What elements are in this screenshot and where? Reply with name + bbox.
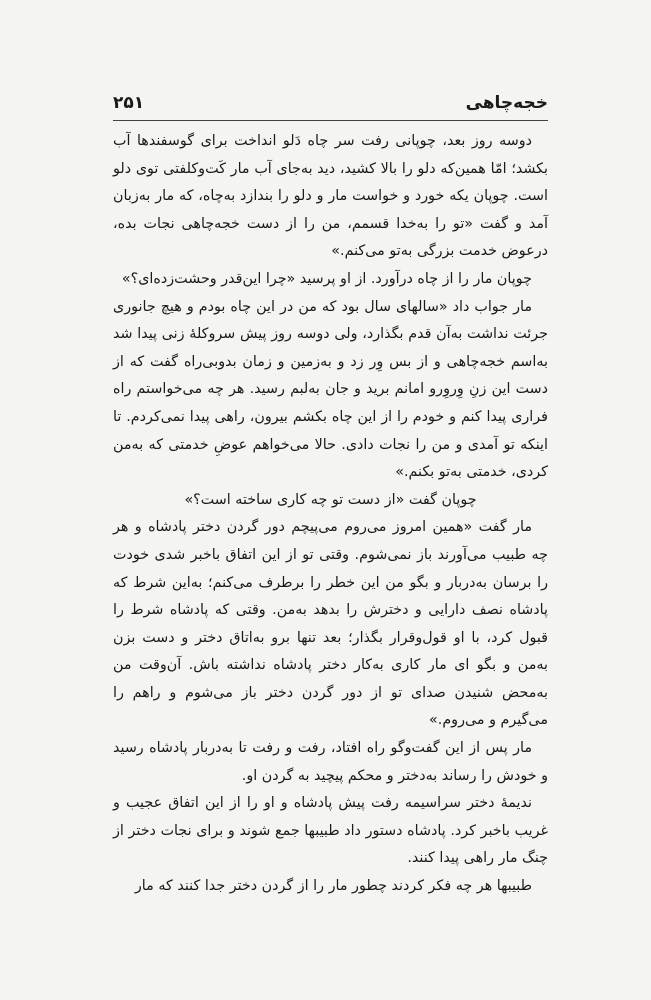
body-text [113,128,548,901]
paragraph: چوپان گفت «از دست تو چه کاری ساخته است؟» [184,491,477,508]
header-divider [113,120,548,121]
paragraph: طبیبها هر چه فکر کردند چطور مار را از گردن دختر جدا کنند که مار [134,878,532,895]
paragraph: چوپان مار را از چاه درآورد. از او پرسید «چرا این‌قدر وحشت‌زده‌ای؟» [121,270,532,287]
paragraph: ندیمهٔ دختر سراسیمه رفت پیش پادشاه و او را از این اتفاق عجیب و غریب باخبر کرد. پادشاه دستور داد طبیبها جمع شوند و برای نجات دختر از چنگ مار راهی پیدا کنند. [113,795,548,867]
paragraph: مار جواب داد «سالهای سال بود که من در این چاه بودم و هیچ جانوری جرئت نداشت به‌آن قدم بگذارد، ولی دوسه روز پیش سروکلهٔ زنی پیدا شد به‌اسم خجه‌چاهی و از بس وِر زد و به‌زمین و زمان بدوبی‌راه گفت که از دست این زنِ وِروِرو امانم برید و جان به‌لبم رسید. هر چه می‌خواستم راه فراری پیدا کنم و خودم را از این چاه بکشم بیرون، راهی پیدا نمی‌کردم. تا اینکه تو آمدی و من را نجات دادی. حالا می‌خواهم عوضِ خدمتی که به‌من کردی، خدمتی به‌تو بکنم.» [113,298,548,481]
paragraph: مار پس از این گفت‌وگو راه افتاد، رفت و رفت تا به‌دربار پادشاه رسید و خودش را رساند به‌دختر و محکم پیچید به گردن او. [113,740,548,784]
running-title: خجه‌چاهی [465,93,548,113]
paragraph: مار گفت «همین امروز می‌روم می‌پیچم دور گردن دختر پادشاه و هر چه طبیب می‌آورند باز نمی‌شوم. وقتی تو از این اتفاق باخبر شدی خودت را برسان به‌دربار و بگو من این خطر را برطرف می‌کنم؛ به‌این شرط که پادشاه نصف دارایی و دخترش را بدهد به‌من. وقتی که پادشاه شرط را قبول کرد، با او قول‌وقرار بگذار؛ بعد تنها برو به‌اتاق دختر و دست بزن به‌من و بگو ای مار کاری به‌کار دختر پادشاه نداشته باش. آن‌وقت من به‌محض شنیدن صدای تو از دور گردن دختر باز می‌شوم و راهم را می‌گیرم و می‌روم.» [113,519,548,729]
page-header [113,88,548,118]
paragraph: دوسه روز بعد، چوپانی رفت سر چاه دَلو انداخت برای گوسفندها آب بکشد؛ امّا همین‌که دلو را بالا کشید، دید به‌جای آب مار کَت‌وکلفتی توی دلو است. چوپان یکه خورد و خواست مار و دلو را بندازد به‌چاه، که مار به‌زبان آمد و گفت «تو را به‌خدا قسمم، من را از دست خجه‌چاهی نجات بده، درعوض خدمت بزرگی به‌تو می‌کنم.» [113,133,548,260]
page-number: ۲۵۱ [113,93,145,113]
